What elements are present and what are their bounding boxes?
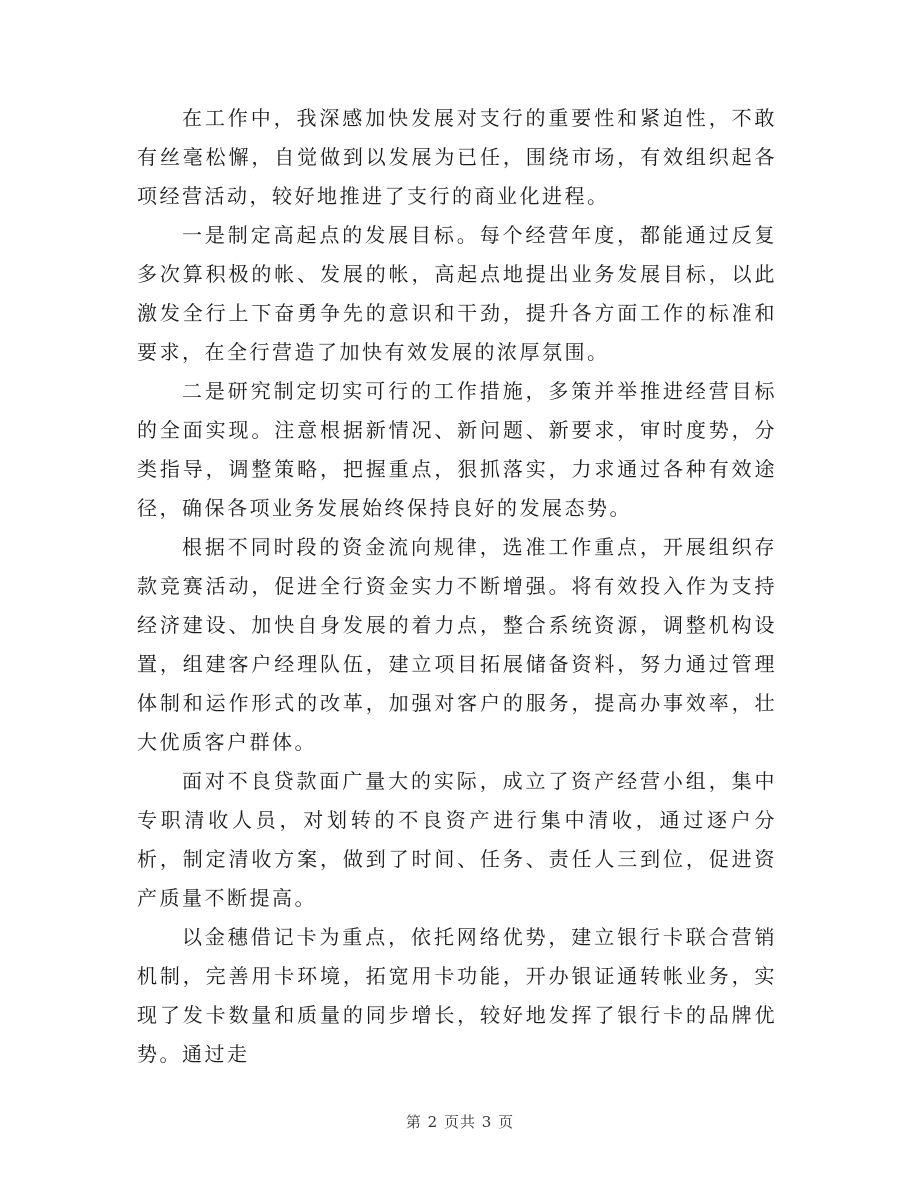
- paragraph-6: 以金穗借记卡为重点，依托网络优势，建立银行卡联合营销机制，完善用卡环境，拓宽用卡功能，开办银证通转帐业务，实现了发卡数量和质量的同步增长，较好地发挥了银行卡的品牌优势。通过走: [137, 925, 777, 1066]
- page-number-footer: 第 2 页共 3 页: [405, 1113, 515, 1131]
- paragraph-3: 二是研究制定切实可行的工作措施，多策并举推进经营目标的全面实现。注意根据新情况、新问题、新要求，审时度势，分类指导，调整策略，把握重点，狠抓落实，力求通过各种有效途径，确保各项业务发展始终保持良好的发展态势。: [137, 379, 777, 520]
- paragraph-1: 在工作中，我深感加快发展对支行的重要性和紧迫性，不敢有丝毫松懈，自觉做到以发展为已任，围绕市场，有效组织起各项经营活动，较好地推进了支行的商业化进程。: [137, 106, 777, 208]
- document-body: [137, 99, 777, 1074]
- paragraph-2: 一是制定高起点的发展目标。每个经营年度，都能通过反复多次算积极的帐、发展的帐，高起点地提出业务发展目标，以此激发全行上下奋勇争先的意识和干劲，提升各方面工作的标准和要求，在全行营造了加快有效发展的浓厚氛围。: [137, 223, 777, 364]
- paragraph-4: 根据不同时段的资金流向规律，选准工作重点，开展组织存款竞赛活动，促进全行资金实力不断增强。将有效投入作为支持经济建设、加快自身发展的着力点，整合系统资源，调整机构设置，组建客户经理队伍，建立项目拓展储备资料，努力通过管理体制和运作形式的改革，加强对客户的服务，提高办事效率，壮大优质客户群体。: [137, 535, 777, 754]
- paragraph-5: 面对不良贷款面广量大的实际，成立了资产经营小组，集中专职清收人员，对划转的不良资产进行集中清收，通过逐户分析，制定清收方案，做到了时间、任务、责任人三到位，促进资产质量不断提高。: [137, 769, 777, 910]
